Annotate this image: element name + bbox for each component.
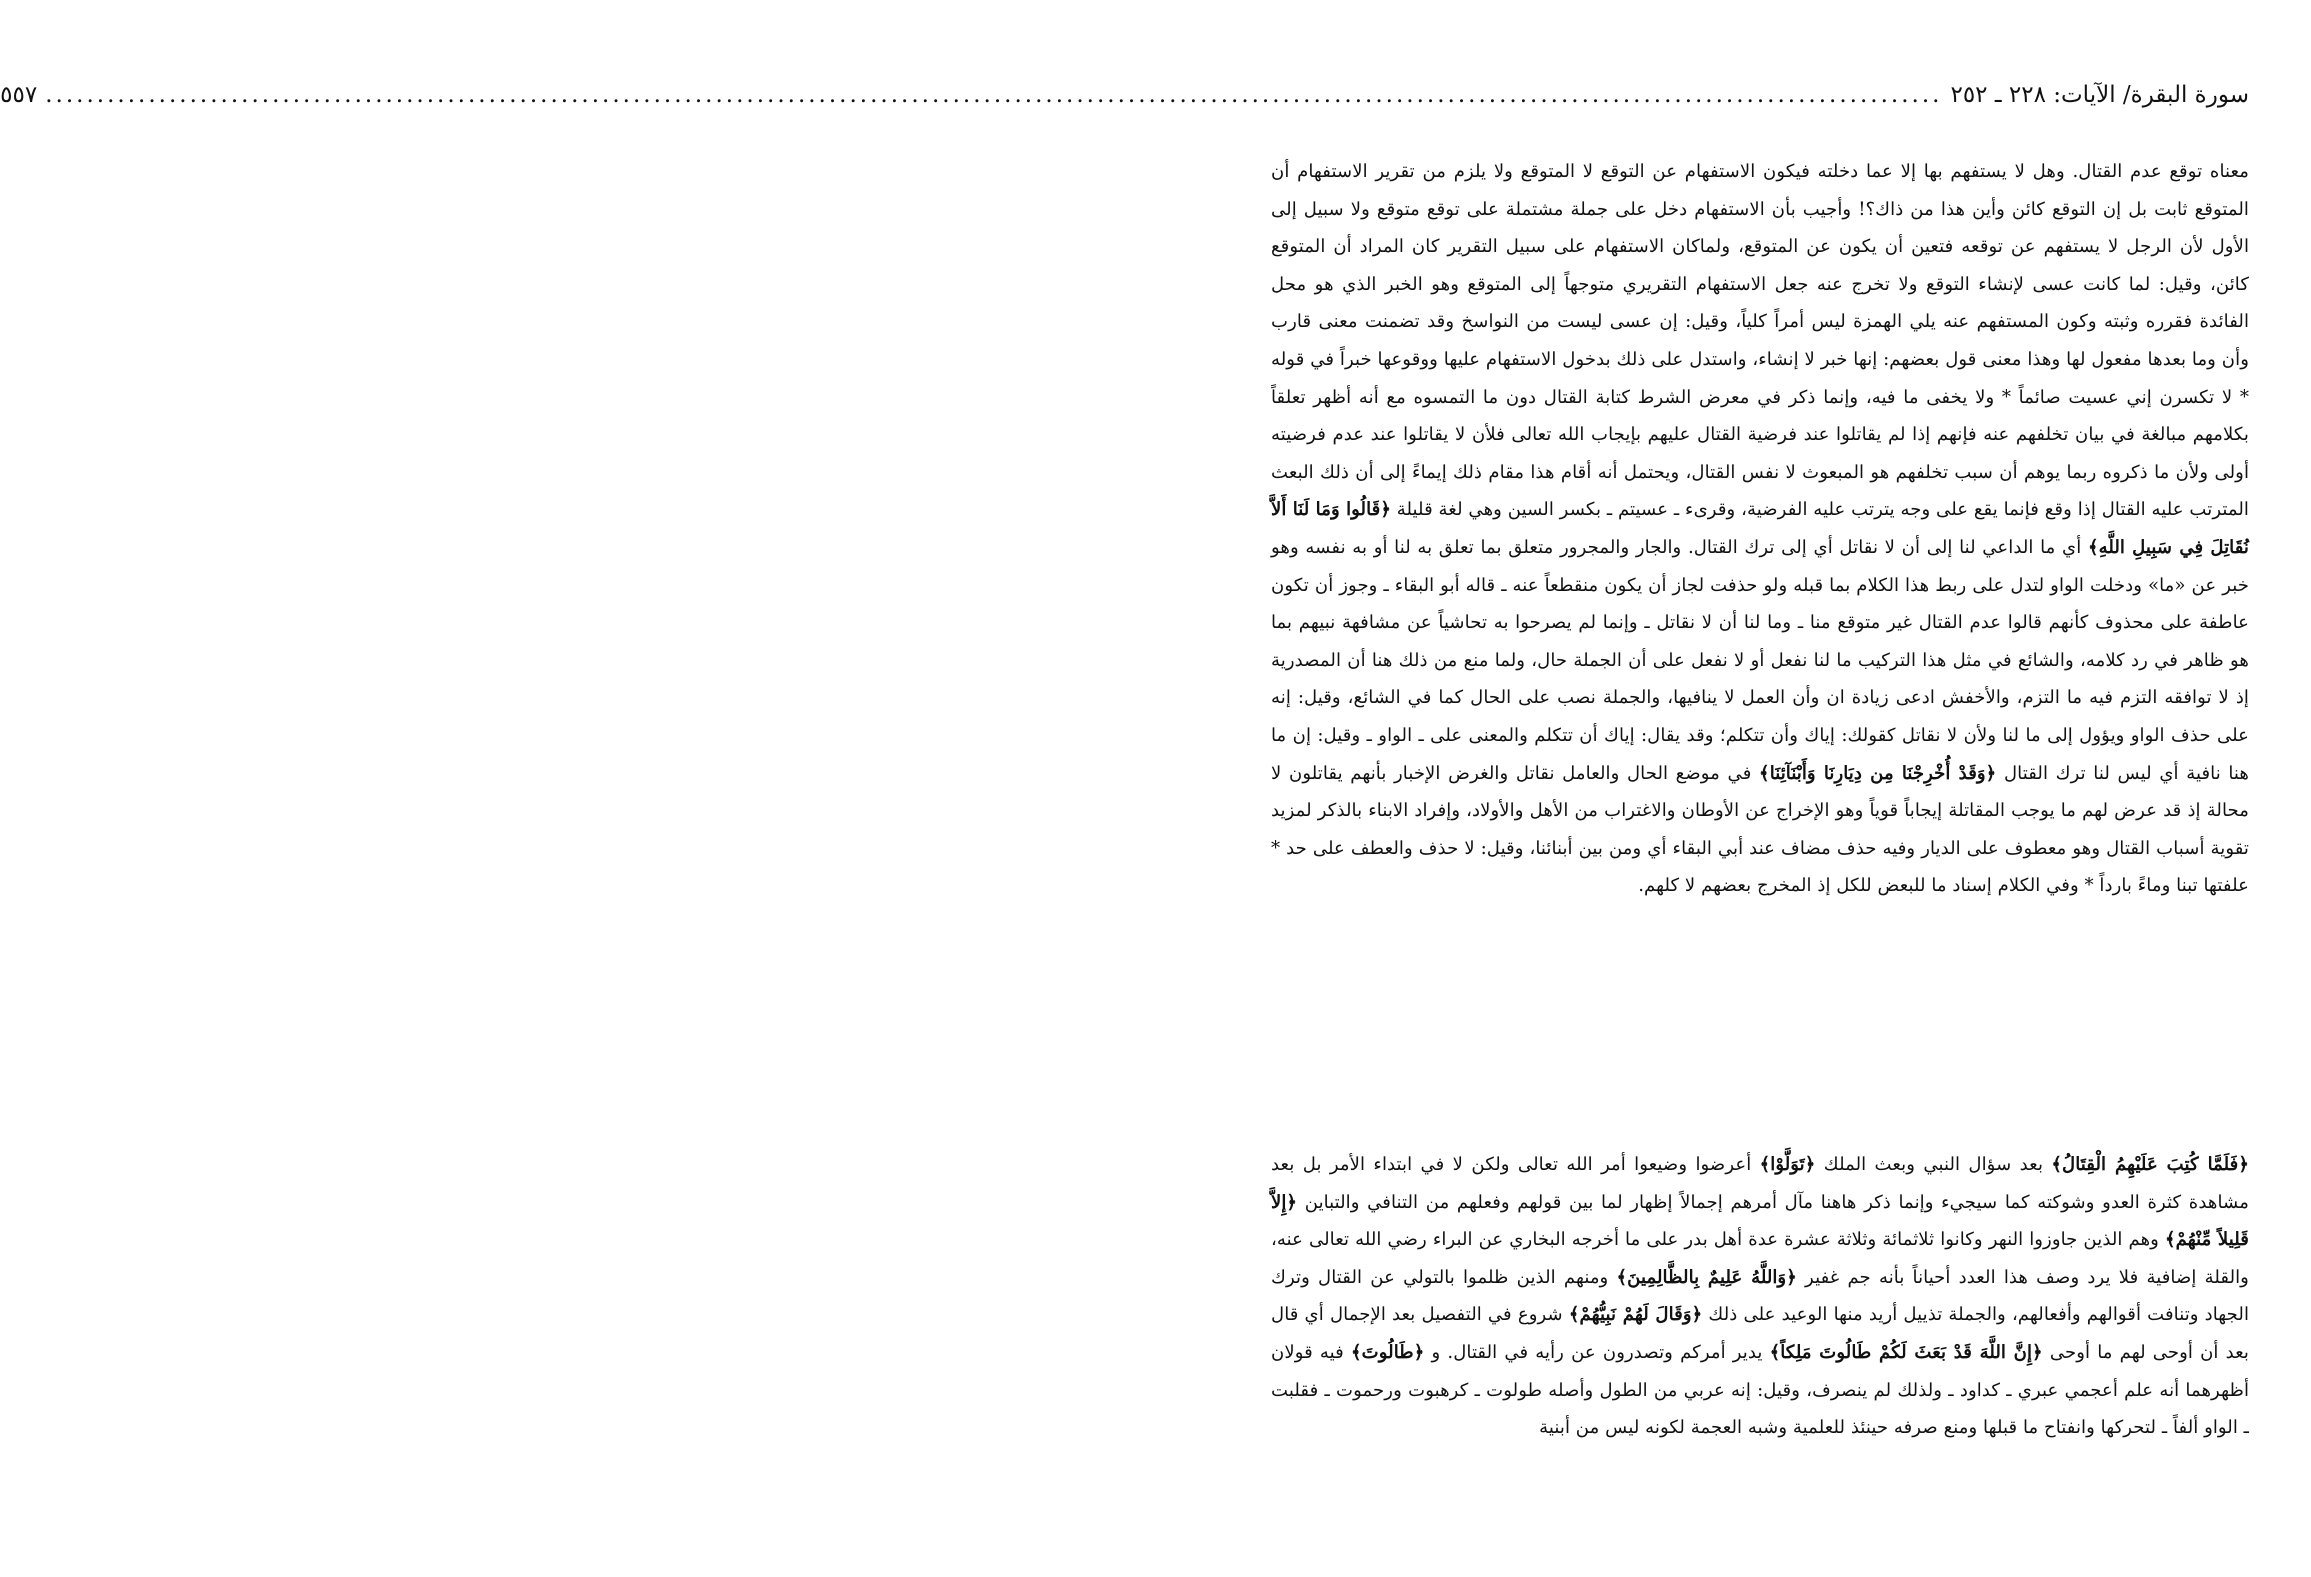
commentary-text: معناه توقع عدم القتال. وهل لا يستفهم بها إلا عما دخلته فيكون الاستفهام عن التوقع لا المتوقع ولا يلزم من تقرير الاستفهام أن المتوقع ثابت بل إن التوقع كائن وأين هذا من ذاك؟! وأجيب بأن الاستفهام دخل على جملة مشتملة على توقع متوقع ولا سبيل إلى الأول لأن الرجل لا يستفهم عن توقعه فتعين أن يكون عن المتوقع، ولماكان الاستفهام على سبيل التقرير كان المراد أن المتوقع كائن، وقيل: لما كانت عسى لإنشاء التوقع ولا تخرج عنه جعل الاستفهام التقريري متوجهاً إلى المتوقع وهو الخبر الذي هو محل الفائدة فقرره وثبته وكون المستفهم عنه يلي الهمزة ليس أمراً كلياً، وقيل: إن عسى ليست من النواسخ وقد تضمنت معنى قارب وأن وما بعدها مفعول لها وهذا معنى قول بعضهم: إنها خبر لا إنشاء، واستدل على ذلك بدخول الاستفهام عليها ووقوعها خبراً في قوله * لا تكسرن إني عسيت صائماً * ولا يخفى ما فيه، وإنما ذكر في معرض الشرط كتابة القتال دون ما التمسوه مع أنه أظهر تعلقاً بكلامهم مبالغة في بيان تخلفهم عنه فإنهم إذا لم يقاتلوا عند فرضية القتال عليهم بإيجاب الله تعالى فلأن لا يقاتلوا عند عدم فرضيته أولى ولأن ما ذكروه ربما يوهم أن سبب تخلفهم هو المبعوث لا نفس القتال، ويحتمل أنه أقام هذا مقام ذلك إيماءً إلى أن ذلك البعث المترتب عليه القتال إذا وقع فإنما يقع على وجه يترتب عليه الفرضية، وقرىء ـ عسيتم ـ بكسر السين وهي لغة قليلة: [1271, 161, 2249, 521]
commentary-paragraph-2: [1271, 1146, 2249, 1447]
commentary-paragraph-1: [1271, 153, 2249, 905]
quran-verse: ﴿إِنَّ اللَّهَ قَدْ بَعَثَ لَكُمْ طَالُوتَ مَلِكاً﴾: [1769, 1341, 2043, 1363]
commentary-text: في موضع الحال والعامل نقاتل والغرض الإخبار بأنهم يقاتلون لا محالة إذ قد عرض لهم ما يوجب المقاتلة إيجاباً قوياً وهو الإخراج عن الأوطان والاغتراب من الأهل والأولاد، وإفراد الابناء بالذكر لمزيد تقوية أسباب القتال وهو معطوف على الديار وفيه حذف مضاف عند أبي البقاء أي ومن بين أبنائنا، وقيل: لا حذف والعطف على حد * علفتها تبنا وماءً بارداً * وفي الكلام إسناد ما للبعض للكل إذ المخرج بعضهم لا كلهم.: [1271, 762, 2249, 897]
commentary-text: أي ما الداعي لنا إلى أن لا نقاتل أي إلى ترك القتال. والجار والمجرور متعلق بما تعلق به لنا أو به نفسه وهو خبر عن «ما» ودخلت الواو لتدل على ربط هذا الكلام بما قبله ولو حذفت لجاز أن يكون منقطعاً عنه ـ قاله أبو البقاء ـ وجوز أن تكون عاطفة على محذوف كأنهم قالوا عدم القتال غير متوقع منا ـ وما لنا أن لا نقاتل ـ وإنما لم يصرحوا به تحاشياً عن مشافهة نبيهم بما هو ظاهر في رد كلامه، والشائع في مثل هذا التركيب ما لنا نفعل أو لا نفعل على أن الجملة حال، ولما منع من ذلك هنا أن المصدرية إذ لا توافقه التزم فيه ما التزم، والأخفش ادعى زيادة ان وأن العمل لا ينافيها، والجملة نصب على الحال كما في الشائع، وقيل: إنه على حذف الواو ويؤول إلى ما لنا ولأن لا نقاتل كقولك: إياك وأن تتكلم؛ وقد يقال: إياك أن تتكلم والمعنى على ـ الواو ـ وقيل: إن ما هنا نافية أي ليس لنا ترك القتال: [1271, 536, 2249, 784]
commentary-text: شروع في التفصيل بعد الإجمال أي قال بعد أن أوحى لهم ما أوحى: [1271, 1304, 2249, 1363]
commentary-text: أعرضوا وضيعوا أمر الله تعالى ولكن لا في ابتداء الأمر بل بعد مشاهدة كثرة العدو وشوكته كما سيجيء وإنما ذكر هاهنا مآل أمرهم إجمالاً إظهار لما بين قولهم وفعلهم من التنافي والتباين: [1271, 1154, 2249, 1213]
commentary-text: يدير أمركم وتصدرون عن رأيه في القتال. و: [1431, 1341, 1763, 1363]
quran-verse: ﴿قَالُوا وَمَا لَنَا أَلاَّ نُقَاتِلَ فِي سَبِيلِ اللَّهِ﴾: [1271, 499, 2249, 558]
quran-verse: ﴿وَاللَّهُ عَلِيمٌ بِالظَّالِمِينَ﴾: [1616, 1266, 1797, 1288]
commentary-text: ومنهم الذين ظلموا بالتولي عن القتال وترك الجهاد وتنافت أقوالهم وأفعالهم، والجملة تذييل أريد منها الوعيد على ذلك: [1271, 1266, 2250, 1326]
quran-verse: ﴿إِلاَّ قَلِيلاً مِّنْهُمْ﴾: [1271, 1191, 2249, 1251]
quran-verse: ﴿طَالُوتَ﴾: [1351, 1341, 1425, 1363]
page-header: [0, 82, 2249, 116]
dot-leader: ........................................................................................................................................................................................: [45, 82, 1943, 108]
quran-verse: ﴿وَقَالَ لَهُمْ نَبِيُّهُمْ﴾: [1568, 1304, 1703, 1326]
quran-verse: ﴿تَوَلَّوْا﴾: [1759, 1154, 1816, 1175]
page-number: ٥٥٧: [0, 82, 38, 108]
commentary-text: بعد سؤال النبي وبعث الملك: [1823, 1154, 2044, 1175]
running-title: سورة البقرة/ الآيات: ٢٢٨ ـ ٢٥٢: [1950, 82, 2249, 108]
quran-verse: ﴿وَقَدْ أُخْرِجْنَا مِن دِيَارِنَا وَأَبْنَآئِنَا﴾: [1759, 762, 1997, 784]
commentary-text: فيه قولان أظهرهما أنه علم أعجمي عبري ـ كداود ـ ولذلك لم ينصرف، وقيل: إنه عربي من الطول وأصله طولوت ـ كرهبوت ورحموت ـ فقلبت ـ الواو ألفاً ـ لتحركها وانفتاح ما قبلها ومنع صرفه حينئذ للعلمية وشبه العجمة لكونه ليس من أبنية: [1271, 1341, 2249, 1439]
quran-verse: ﴿فَلَمَّا كُتِبَ عَلَيْهِمُ الْقِتَالُ﴾: [2051, 1154, 2249, 1175]
commentary-text: وهم الذين جاوزوا النهر وكانوا ثلاثمائة وثلاثة عشرة عدة أهل بدر على ما أخرجه البخاري عن البراء رضي الله تعالى عنه، والقلة إضافية فلا يرد وصف هذا العدد أحياناً بأنه جم غفير: [1271, 1229, 2249, 1288]
